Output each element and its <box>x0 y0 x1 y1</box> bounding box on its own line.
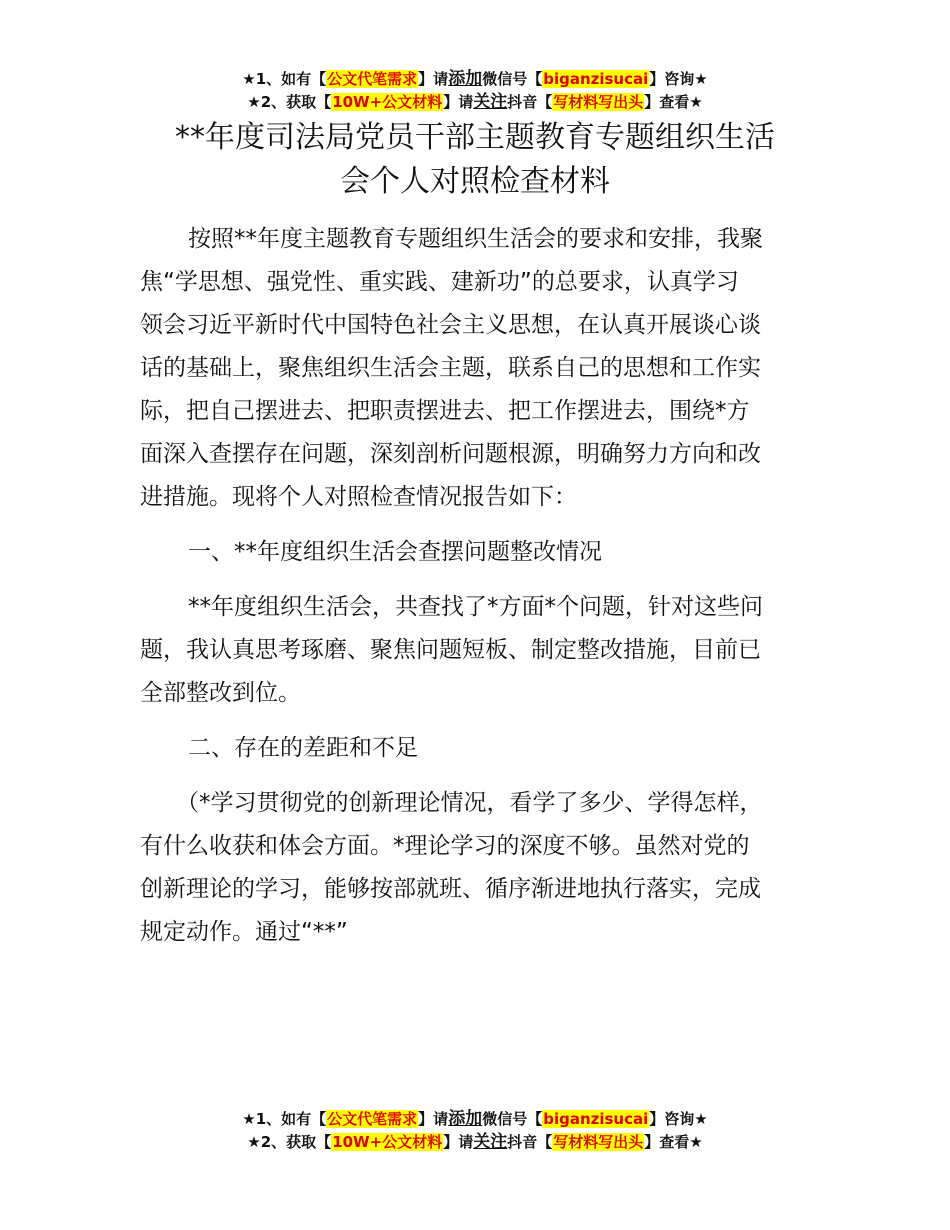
footer-banner-line-1: ★1、如有【公文代笔需求】请添加微信号【biganzisucai】咨询★ <box>242 1109 708 1129</box>
body-line: 焦“学思想、强党性、重实践、建新功”的总要求，认真学习 <box>140 269 739 295</box>
highlight-douyin-account: 写材料写出头 <box>553 1133 644 1151</box>
footer-banner <box>0 1108 950 1154</box>
document-title <box>0 116 950 204</box>
header-banner-line-1: ★1、如有【公文代笔需求】请添加微信号【biganzisucai】咨询★ <box>242 69 708 89</box>
body-line: 领会习近平新时代中国特色社会主义思想，在认真开展谈心谈 <box>140 312 761 338</box>
body-line: 创新理论的学习，能够按部就班、循序渐进地执行落实，完成 <box>140 876 761 902</box>
header-banner <box>0 68 950 114</box>
body-line: 按照**年度主题教育专题组织生活会的要求和安排，我聚 <box>188 226 763 252</box>
highlight-service: 公文代笔需求 <box>327 1110 418 1128</box>
highlight-materials: 10W+公文材料 <box>332 1133 443 1151</box>
footer-banner-line-2: ★2、获取【10W+公文材料】请关注抖音【写材料写出头】查看★ <box>247 1132 703 1152</box>
body-line: 面深入查摆存在问题，深刻剖析问题根源，明确努力方向和改 <box>140 441 761 467</box>
header-banner-line-2: ★2、获取【10W+公文材料】请关注抖音【写材料写出头】查看★ <box>247 92 703 112</box>
body-line: **年度组织生活会，共查找了*方面*个问题，针对这些问 <box>188 594 763 620</box>
body-line: 进措施。现将个人对照检查情况报告如下： <box>140 484 577 510</box>
body-line: （*学习贯彻党的创新理论情况，看学了多少、学得怎样， <box>176 790 763 816</box>
highlight-service: 公文代笔需求 <box>327 70 418 88</box>
body-line: 全部整改到位。 <box>140 680 301 706</box>
section-heading-1: 一、**年度组织生活会查摆问题整改情况 <box>188 539 602 565</box>
title-line-1: **年度司法局党员干部主题教育专题组织生活 <box>175 120 775 155</box>
body-line: 有什么收获和体会方面。*理论学习的深度不够。虽然对党的 <box>140 833 750 859</box>
body-line: 话的基础上，聚焦组织生活会主题，联系自己的思想和工作实 <box>140 355 761 381</box>
highlight-wechat-id: biganzisucai <box>543 70 649 88</box>
body-line: 际，把自己摆进去、把职责摆进去、把工作摆进去，围绕*方 <box>140 398 750 424</box>
highlight-materials: 10W+公文材料 <box>332 93 443 111</box>
section-heading-2: 二、存在的差距和不足 <box>188 735 418 761</box>
body-line: 规定动作。通过“**” <box>140 919 348 945</box>
highlight-wechat-id: biganzisucai <box>543 1110 649 1128</box>
document-body <box>140 218 840 954</box>
body-line: 题，我认真思考琢磨、聚焦问题短板、制定整改措施，目前已 <box>140 637 761 663</box>
highlight-douyin-account: 写材料写出头 <box>553 93 644 111</box>
title-line-2: 会个人对照检查材料 <box>340 164 610 199</box>
